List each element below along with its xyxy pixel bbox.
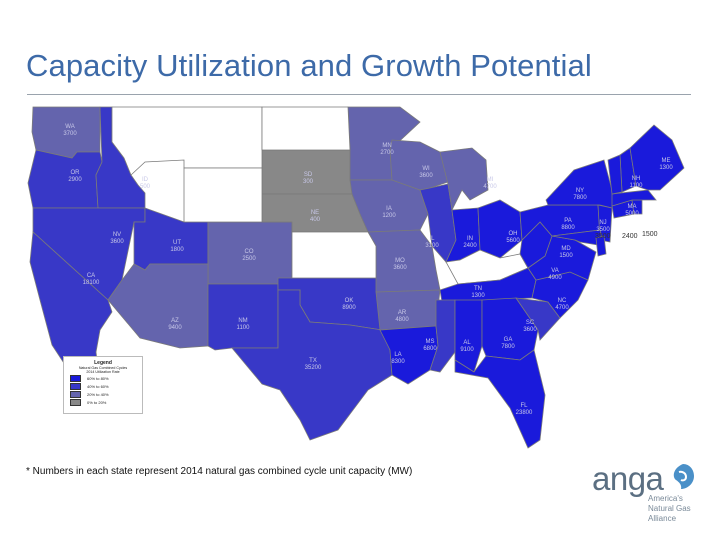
state-capacity-ny: 7800 — [573, 195, 587, 201]
ct-external-label: 2400 — [622, 233, 638, 240]
state-capacity-ne: 400 — [309, 217, 321, 223]
state-nd — [262, 107, 350, 150]
state-capacity-ga: 7800 — [501, 344, 515, 350]
state-abbr-az: AZ — [171, 318, 179, 324]
state-capacity-pa: 8800 — [561, 225, 575, 231]
legend-swatch — [70, 383, 81, 390]
state-wi — [390, 140, 448, 190]
ri-external-label: 1500 — [642, 231, 658, 238]
state-wy — [184, 168, 262, 222]
state-abbr-ar: AR — [397, 310, 407, 316]
state-abbr-ut: UT — [173, 240, 181, 246]
state-capacity-in: 2400 — [463, 243, 477, 249]
state-abbr-pa: PA — [564, 218, 572, 224]
state-abbr-wa: WA — [65, 124, 75, 130]
state-abbr-sd: SD — [303, 172, 313, 178]
logo-tagline-line: America's — [648, 494, 683, 503]
legend-swatch — [70, 391, 81, 398]
state-capacity-ar: 4800 — [395, 317, 409, 323]
legend-label: 20% to 40% — [87, 391, 109, 397]
state-abbr-ny: NY — [575, 188, 585, 194]
state-capacity-ms: 6800 — [423, 346, 437, 352]
state-capacity-wi: 3600 — [419, 173, 433, 179]
state-capacity-la: 8300 — [391, 359, 405, 365]
state-al — [455, 300, 482, 372]
logo-tagline-line: Alliance — [648, 514, 677, 523]
state-abbr-va: VA — [551, 268, 559, 274]
state-abbr-oh: OH — [508, 231, 518, 237]
state-abbr-la: LA — [394, 352, 402, 358]
state-abbr-il: IL — [429, 236, 435, 242]
state-abbr-co: CO — [244, 249, 254, 255]
legend-title: Legend — [94, 360, 112, 366]
state-abbr-wi: WI — [422, 166, 430, 172]
state-abbr-ne: NE — [310, 210, 320, 216]
state-capacity-or: 2900 — [68, 177, 82, 183]
state-capacity-tn: 1300 — [471, 293, 485, 299]
state-abbr-nj: NJ — [599, 220, 607, 226]
state-capacity-id: 500 — [139, 184, 151, 190]
state-abbr-ca: CA — [86, 273, 96, 279]
state-capacity-va: 4900 — [548, 275, 562, 281]
state-capacity-co: 2500 — [242, 256, 256, 262]
state-capacity-nm: 1100 — [236, 325, 250, 331]
legend-item — [70, 382, 142, 390]
state-ar — [376, 290, 440, 330]
state-capacity-fl: 23800 — [515, 410, 533, 416]
state-abbr-nm: NM — [238, 318, 248, 324]
map-legend — [63, 356, 143, 414]
state-capacity-wa: 3700 — [63, 131, 77, 137]
slide-title: Capacity Utilization and Growth Potential — [26, 48, 592, 83]
state-capacity-az: 9400 — [168, 325, 182, 331]
state-capacity-nj: 3500 — [596, 227, 610, 233]
state-abbr-ia: IA — [386, 206, 392, 212]
state-abbr-id: ID — [142, 177, 148, 183]
legend-label: 40% to 60% — [87, 383, 109, 389]
de-external-label: 3500 — [595, 233, 611, 240]
legend-label: 60% to 80% — [87, 375, 109, 381]
state-capacity-mo: 3600 — [393, 265, 407, 271]
logo-mark-icon — [670, 462, 696, 492]
state-abbr-ok: OK — [344, 298, 354, 304]
state-capacity-nc: 4700 — [555, 305, 569, 311]
legend-swatch — [70, 375, 81, 382]
legend-label: 0% to 20% — [87, 399, 107, 405]
state-or — [28, 150, 102, 208]
state-capacity-ma: 5000 — [625, 211, 639, 217]
state-capacity-tx: 35200 — [304, 365, 322, 371]
state-abbr-ga: GA — [503, 337, 513, 343]
state-capacity-ut: 1800 — [170, 247, 184, 253]
state-capacity-oh: 5600 — [506, 238, 520, 244]
state-abbr-tn: TN — [474, 286, 482, 292]
state-ks — [292, 232, 376, 278]
state-abbr-me: ME — [661, 158, 671, 164]
legend-subtitle-2: 2014 Utilization Rate — [86, 370, 120, 375]
logo-wordmark: anga — [592, 460, 664, 497]
legend-item — [70, 374, 142, 382]
state-capacity-mi: 4700 — [483, 184, 497, 190]
state-capacity-ia: 1200 — [382, 213, 396, 219]
state-abbr-mn: MN — [382, 143, 392, 149]
state-abbr-nh: NH — [631, 176, 641, 182]
state-capacity-sc: 3600 — [523, 327, 537, 333]
state-capacity-al: 9100 — [460, 347, 474, 353]
state-abbr-tx: TX — [309, 358, 317, 364]
legend-subtitle: Natural Gas Combined Cycles — [78, 366, 128, 370]
state-capacity-nh: 1100 — [629, 183, 643, 189]
state-capacity-ok: 8900 — [342, 305, 356, 311]
logo-tagline-line: Natural Gas — [648, 504, 691, 513]
state-oh — [478, 200, 522, 258]
state-abbr-nv: NV — [112, 232, 122, 238]
state-capacity-nv: 3600 — [110, 239, 124, 245]
state-capacity-ca: 18100 — [82, 280, 100, 286]
state-abbr-in: IN — [467, 236, 473, 242]
state-abbr-fl: FL — [520, 403, 528, 409]
state-capacity-il: 3100 — [425, 243, 439, 249]
state-mt — [112, 107, 262, 175]
state-abbr-sc: SC — [525, 320, 535, 326]
state-abbr-or: OR — [70, 170, 80, 176]
state-capacity-md: 1500 — [559, 253, 573, 259]
logo-tagline — [648, 494, 691, 524]
footnote: * Numbers in each state represent 2014 natural gas combined cycle unit capacity (MW) — [26, 466, 413, 477]
state-abbr-al: AL — [463, 340, 471, 346]
legend-item — [70, 398, 142, 406]
state-abbr-ms: MS — [425, 339, 435, 345]
state-abbr-mo: MO — [395, 258, 405, 264]
state-abbr-ma: MA — [627, 204, 637, 210]
anga-logo — [592, 460, 702, 528]
state-abbr-mi: MI — [486, 177, 494, 183]
state-capacity-me: 1300 — [659, 165, 673, 171]
state-abbr-md: MD — [561, 246, 571, 252]
legend-swatch — [70, 399, 81, 406]
state-nm — [208, 284, 278, 350]
state-abbr-nc: NC — [557, 298, 567, 304]
state-capacity-mn: 2700 — [380, 150, 394, 156]
state-capacity-sd: 300 — [302, 179, 314, 185]
legend-item — [70, 390, 142, 398]
